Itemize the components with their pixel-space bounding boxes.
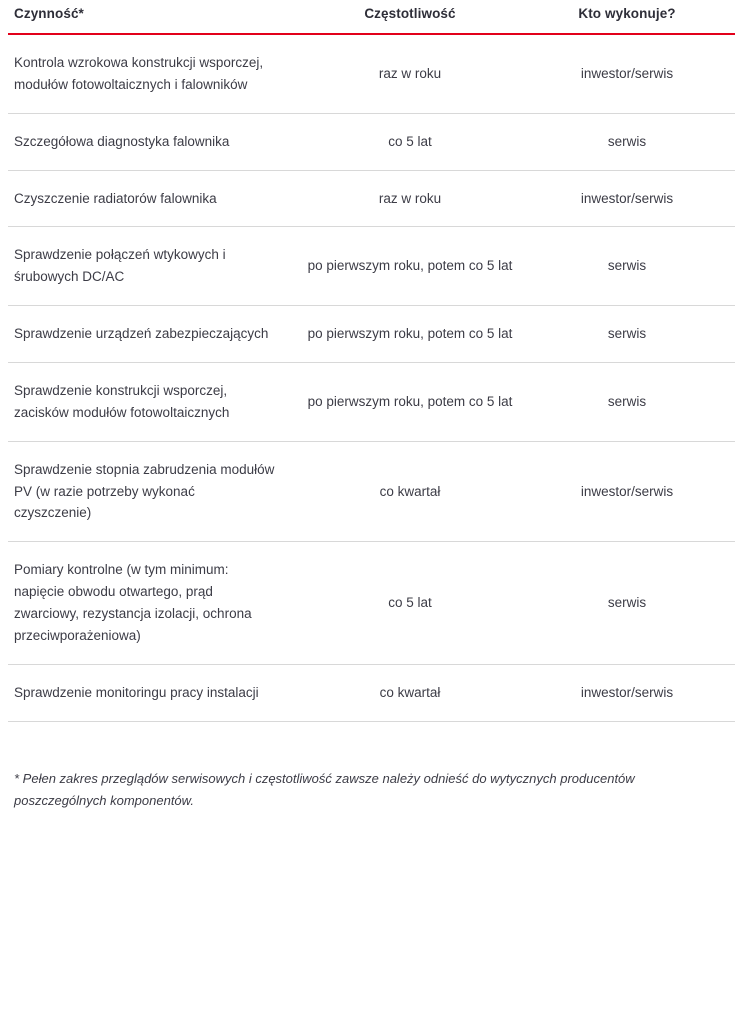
column-header-who: Kto wykonuje? <box>578 6 676 21</box>
cell-who: serwis <box>519 306 735 363</box>
table-row <box>8 441 735 542</box>
cell-task: Kontrola wzrokowa konstrukcji wsporczej, modułów fotowoltaicznych i falowników <box>8 34 301 113</box>
cell-who: serwis <box>519 363 735 442</box>
cell-frequency: co 5 lat <box>301 542 519 664</box>
maintenance-schedule-table <box>8 0 735 722</box>
cell-who: inwestor/serwis <box>519 664 735 721</box>
cell-task: Sprawdzenie monitoringu pracy instalacji <box>8 664 301 721</box>
table-row <box>8 664 735 721</box>
table-row <box>8 542 735 664</box>
cell-task: Sprawdzenie stopnia zabrudzenia modułów PV (w razie potrzeby wykonać czyszczenie) <box>8 441 301 542</box>
column-header-task: Czynność* <box>14 6 84 21</box>
cell-frequency: co 5 lat <box>301 113 519 170</box>
cell-frequency: co kwartał <box>301 664 519 721</box>
table-body <box>8 34 735 721</box>
cell-frequency: co kwartał <box>301 441 519 542</box>
table-row <box>8 227 735 306</box>
cell-frequency: po pierwszym roku, potem co 5 lat <box>301 227 519 306</box>
table-row <box>8 363 735 442</box>
table-row <box>8 113 735 170</box>
cell-frequency: raz w roku <box>301 34 519 113</box>
cell-frequency: po pierwszym roku, potem co 5 lat <box>301 363 519 442</box>
cell-task: Sprawdzenie urządzeń zabezpieczających <box>8 306 301 363</box>
cell-frequency: po pierwszym roku, potem co 5 lat <box>301 306 519 363</box>
table-row <box>8 306 735 363</box>
cell-task: Pomiary kontrolne (w tym minimum: napięcie obwodu otwartego, prąd zwarciowy, rezystancja izolacji, ochrona przeciwporażeniowa) <box>8 542 301 664</box>
cell-task: Sprawdzenie konstrukcji wsporczej, zacisków modułów fotowoltaicznych <box>8 363 301 442</box>
column-header-frequency: Częstotliwość <box>364 6 456 21</box>
cell-task: Sprawdzenie połączeń wtykowych i śrubowych DC/AC <box>8 227 301 306</box>
cell-task: Szczegółowa diagnostyka falownika <box>8 113 301 170</box>
cell-who: inwestor/serwis <box>519 170 735 227</box>
table-row <box>8 170 735 227</box>
cell-who: inwestor/serwis <box>519 441 735 542</box>
cell-who: inwestor/serwis <box>519 34 735 113</box>
table-header-row <box>8 0 735 33</box>
table-row <box>8 34 735 113</box>
cell-who: serwis <box>519 113 735 170</box>
table-header <box>8 0 735 34</box>
cell-who: serwis <box>519 542 735 664</box>
cell-task: Czyszczenie radiatorów falownika <box>8 170 301 227</box>
table-footnote: * Pełen zakres przeglądów serwisowych i częstotliwość zawsze należy odnieść do wytycznych producentów poszczególnych komponentów. <box>14 770 635 808</box>
cell-who: serwis <box>519 227 735 306</box>
cell-frequency: raz w roku <box>301 170 519 227</box>
